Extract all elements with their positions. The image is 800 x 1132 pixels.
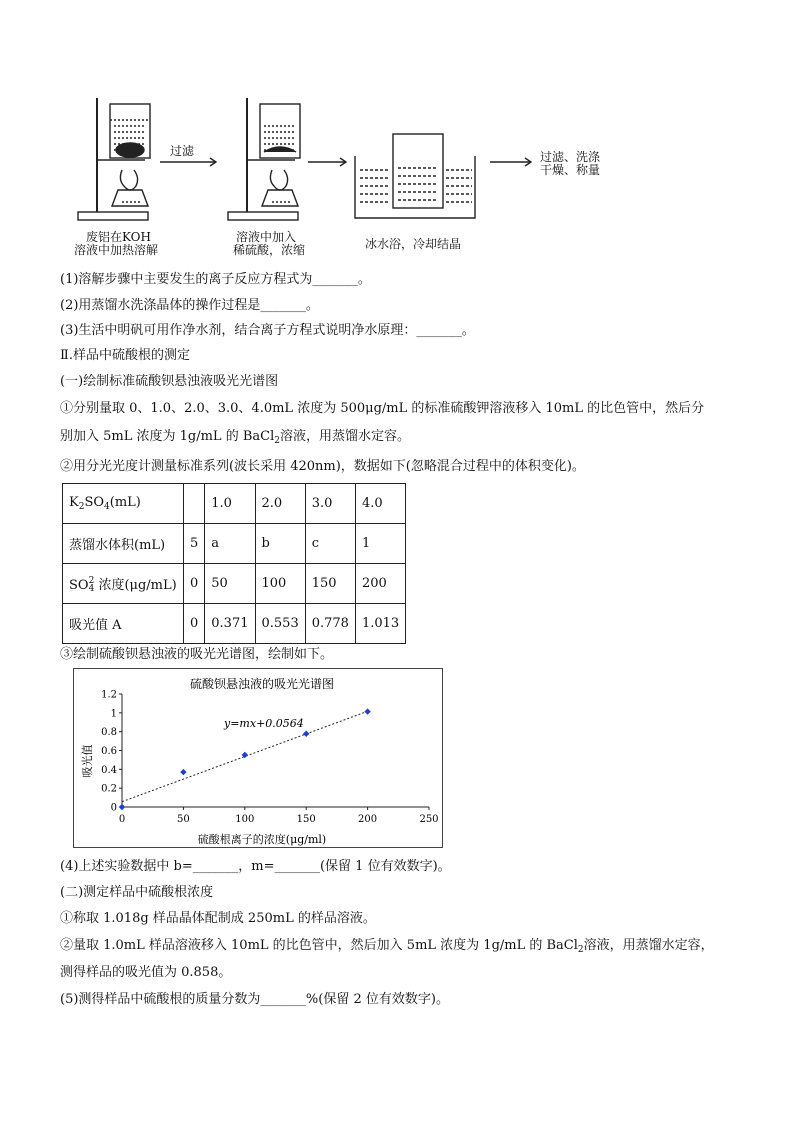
row-label-k2so4: $K_2SO_4(mL)$ [63,484,184,524]
table-cell: 100 [255,564,305,604]
arrow3-label-line1: 过滤、洗涤 [540,150,601,164]
question-3: (3)生活中明矾可用作净水剂，结合离子方程式说明净水原理：_______。 [60,323,475,338]
arrow1-label: 过滤 [170,144,195,158]
x-tick-label: 200 [358,814,378,825]
table-cell: b [255,524,305,564]
absorbance-chart [74,669,442,847]
table-cell: 0.553 [255,604,305,644]
caption1-line1: 废铝在KOH [86,230,151,244]
x-tick-label: 0 [118,814,126,825]
step-1-line-b [60,428,410,450]
y-tick-label: 0.8 [101,727,117,739]
table-cell: 200 [355,564,405,604]
table-cell: 50 [205,564,255,604]
chart-equation: y=mx+0.0564 [224,717,304,730]
arrow3-label-line2: 干燥、称量 [540,163,601,177]
y-tick-label: 0.4 [101,764,117,776]
caption2-line2: 稀硫酸，浓缩 [233,243,306,257]
table-cell: 1 [355,524,405,564]
table-cell: 150 [305,564,355,604]
x-tick-label: 250 [419,814,439,825]
part-2-step-1: ①称取 1.018g 样品晶体配制成 250mL 的样品溶液。 [60,911,376,926]
part-2-step-2-pre: ②量取 1.0mL 样品溶液移入 10mL 的比色管中，然后加入 5mL 浓度为 1g/mL 的 [60,938,547,953]
row-label-so4: SO2 4 浓度(μg/mL) [63,564,184,604]
section-2-heading: Ⅱ.样品中硫酸根的测定 [60,348,190,363]
table-row [63,524,406,564]
chart-frame [73,668,443,848]
table-cell: 0 [184,564,205,604]
chart-ylabel: 吸光值 [81,744,94,778]
table-cell: 0.371 [205,604,255,644]
table-cell: 4.0 [355,484,405,524]
part-2-step-2-result: 测得样品的吸光值为 0.858。 [60,965,232,980]
data-point [303,731,309,737]
chart-title: 硫酸钡悬浊液的吸光光谱图 [189,677,335,691]
part-2-heading: (二)测定样品中硫酸根浓度 [60,885,214,900]
x-tick-label: 100 [235,814,255,825]
step-1-text-post: 溶液，用蒸馏水定容。 [279,429,410,444]
step-1-line-a: ①分别量取 0、1.0、2.0、3.0、4.0mL 浓度为 500μg/mL 的标准硫酸钾溶液移入 10mL 的比色管中，然后分 [60,401,705,416]
y-tick-label: 1 [110,708,117,720]
question-5: (5)测得样品中硫酸根的质量分数为_______%(保留 2 位有效数字)。 [60,992,449,1007]
table-cell: 2.0 [255,484,305,524]
table-cell: 1.013 [355,604,405,644]
bacl2-formula: BaCl$_2$ [546,938,584,955]
table-cell [184,484,205,524]
data-point [119,804,125,810]
data-table [62,483,406,644]
question-4: (4)上述实验数据中 b=_______，m=_______(保留 1 位有效数字)。 [60,859,451,874]
table-cell: c [305,524,355,564]
table-cell: 5 [184,524,205,564]
caption3: 冰水浴，冷却结晶 [365,237,462,251]
table-cell: 1.0 [205,484,255,524]
x-tick-label: 50 [177,814,190,825]
y-tick-label: 1.2 [101,689,117,701]
question-1: (1)溶解步骤中主要发生的离子反应方程式为_______。 [60,272,371,287]
question-2: (2)用蒸馏水洗涤晶体的操作过程是_______。 [60,298,319,313]
data-point [364,708,370,714]
x-tick-label: 150 [296,814,316,825]
part-1-heading: (一)绘制标准硫酸钡悬浊液吸光光谱图 [60,374,279,389]
chart-xlabel: 硫酸根离子的浓度(μg/ml) [197,833,327,846]
caption2-line1: 溶液中加入 [236,230,297,244]
y-tick-label: 0.2 [101,783,117,795]
table-row [63,604,406,644]
table-row [63,564,406,604]
table-cell: a [205,524,255,564]
table-cell: 0 [184,604,205,644]
step-1-text-pre: 别加入 5mL 浓度为 1g/mL 的 [60,429,243,444]
table-cell: 0.778 [305,604,355,644]
data-point [180,769,186,775]
row-label-absorbance: 吸光值 A [63,604,184,644]
caption1-line2: 溶液中加热溶解 [74,243,159,257]
part-2-step-2 [60,937,714,959]
bacl2-formula: BaCl$_2$ [242,429,280,446]
step-2: ②用分光光度计测量标准系列(波长采用 420nm)，数据如下(忽略混合过程中的体积变化)。 [60,459,585,474]
table-cell: 3.0 [305,484,355,524]
step-3: ③绘制硫酸钡悬浊液的吸光光谱图，绘制如下。 [60,647,334,662]
row-label-water: 蒸馏水体积(mL) [63,524,184,564]
y-tick-label: 0 [110,802,117,814]
y-tick-label: 0.6 [101,746,117,757]
part-2-step-2-post: 溶液，用蒸馏水定容， [583,938,714,953]
table-row [63,484,406,524]
